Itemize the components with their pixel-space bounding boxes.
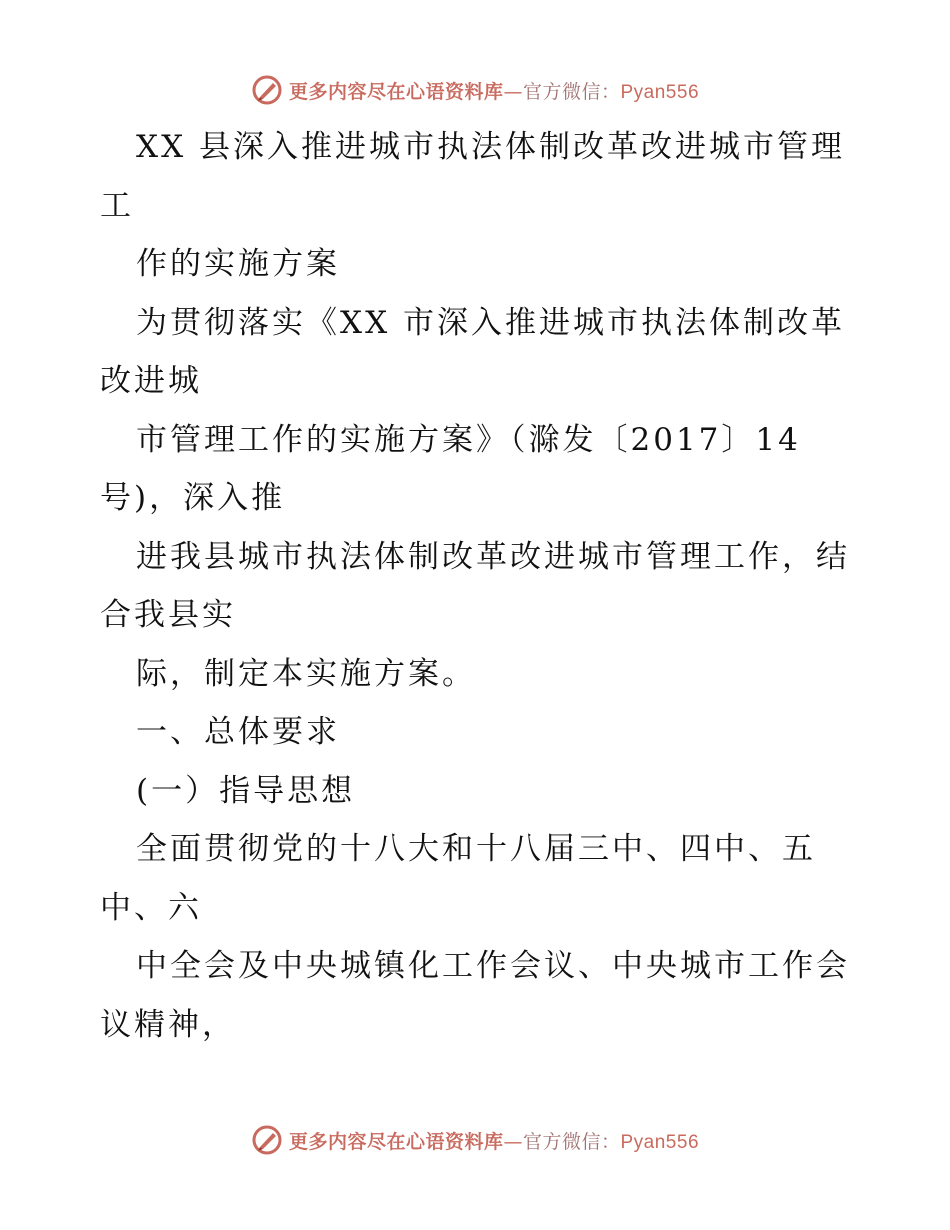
doc-line: 号)，深入推 [100,480,286,516]
doc-line: 全面贯彻党的十八大和十八届三中、四中、五 [136,831,816,867]
doc-line: 作的实施方案 [136,246,340,282]
watermark-header [0,70,950,110]
doc-line: 际，制定本实施方案。 [136,655,476,692]
doc-line: (一）指导思想 [136,772,356,809]
pen-logo-icon [251,74,283,106]
watermark-wechat-id: Pyan556 [620,81,700,103]
doc-line: 改进城 [100,363,202,399]
watermark-official-label: 官方微信： [522,80,621,103]
watermark-wechat-id: Pyan556 [620,1131,700,1153]
pen-logo-icon [251,1124,283,1156]
watermark-separator: — [503,1130,523,1153]
doc-line: 一、总体要求 [136,714,340,750]
watermark-separator: — [503,80,523,103]
watermark-official-label: 官方微信： [522,1130,621,1153]
watermark-main-text: 更多内容尽在心语资料库 [288,1130,504,1153]
doc-line: 中、六 [100,889,202,926]
doc-line: 市管理工作的实施方案》（滁发〔2017〕14 [136,421,801,458]
doc-line: 进我县城市执法体制改革改进城市管理工作，结 [136,538,850,575]
doc-line: 议精神， [100,1006,236,1043]
doc-line: 工 [100,187,134,224]
doc-line: 为贯彻落实《XX 市深入推进城市执法体制改革 [136,304,845,341]
watermark-footer [0,1120,950,1160]
doc-line: 中全会及中央城镇化工作会议、中央城市工作会 [136,948,850,984]
doc-line: XX 县深入推进城市执法体制改革改进城市管理 [136,129,845,165]
watermark-main-text: 更多内容尽在心语资料库 [288,80,504,103]
doc-line: 合我县实 [100,597,236,633]
document-body [100,118,860,1054]
